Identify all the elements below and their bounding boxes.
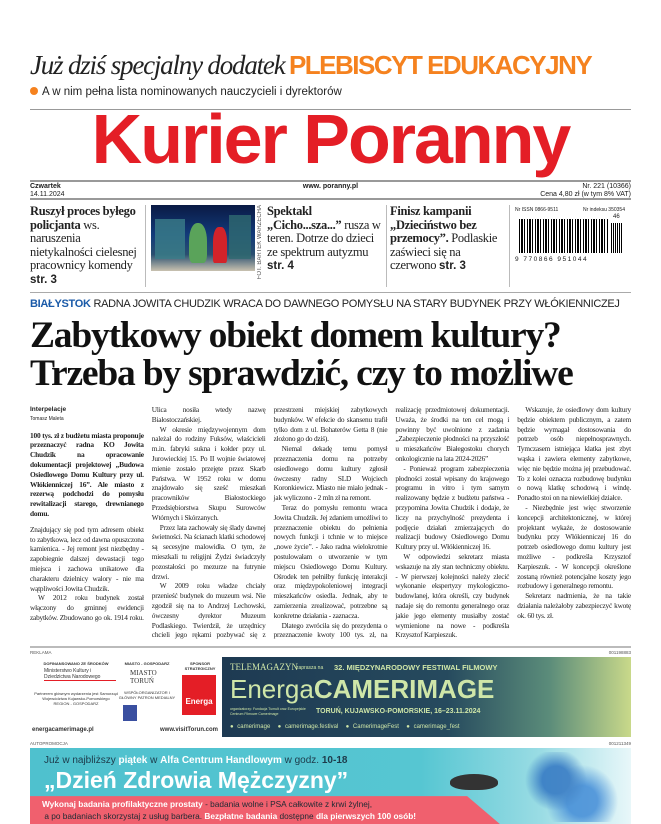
camerimage-ad[interactable] — [30, 657, 631, 737]
teaser-title: Finisz kampanii „Dzieciństwo bez przemocy”. — [390, 204, 477, 245]
teaser-row — [30, 205, 631, 293]
teaser-text: Podlaskie zaświeci się na czerwono — [390, 231, 498, 272]
kicker-text: RADNA JOWITA CHUDZIK WRACA DO DAWNEGO POMYSŁU NA STARY BUDYNEK PRZY WŁÓKIENNICZEJ — [93, 298, 620, 310]
teaser-campaign[interactable] — [390, 205, 506, 274]
photo-credit: FOT. BARTEK WARZECHA — [257, 205, 263, 280]
paragraph: W 2009 roku władze chciały przenieść budynek do muzeum wsi. Nie zgodził się na to Andrzej Lechowski, ówczesny dyrektor Muzeum Podlaskiego. Twierdził, że urzędnicy chcieli jego rękami pozbywać się z przestrzeni miejskiej zabytkowych budynków. W efekcie do skansenu trafił tylko dom z ul. Bohaterów Getta 8 (nie złożono go do dziś). — [151, 405, 388, 640]
ad-sponsors — [30, 657, 220, 737]
funded-label: DOFINANSOWANO ZE ŚRODKÓW — [43, 661, 109, 667]
paragraph: Sekretarz nadmienia, że na takie działania należałoby zabezpieczyć kwotę ok. 60 tys. zł. — [517, 591, 631, 620]
website-link[interactable]: www. poranny.pl — [302, 183, 359, 190]
paragraph: W okresie międzywojennym dom należał do rodziny Fuksów, właścicieli m.in. fabryki sukna i kołder przy ul. Jurowieckiej 15. Po II wojnie światowej mienie zostało przejęte przez Skarb Państwa. W 1952 roku w domu znajdowało się sześć mieszkań pracowników Białostockiego Przedsiębiorstwa Skupu Surowców Wtórnych i Skórzanych. — [151, 424, 266, 522]
festival-name: 32. MIĘDZYNARODOWY FESTIWAL FILMOWY — [334, 663, 498, 673]
festival-place: TORUŃ, KUJAWSKO-POMORSKIE, 16–23.11.2024 — [316, 708, 481, 716]
masthead-logo[interactable]: Kurier Poranny — [91, 100, 570, 178]
ad-label-row — [30, 739, 631, 746]
divider — [145, 205, 146, 287]
paragraph: - Niezbędnie jest więc stworzenie koncepcji architektonicznej, w której projektant wykaże, że dostosowanie budynku przy Włókienniczej 16 do potrzeb osiedlowego domu kultury jest możliwe - podkreśla Krzysztof Karpieszuk. - W koncepcji określone zostaną również potencjalne koszty jego rozbudowy i generalnego remontu. — [517, 502, 631, 591]
teaser-title: Ruszył proces byłego policjanta — [30, 204, 136, 232]
article-headline[interactable]: Zabytkowy obiekt domem kultury? Trzeba by sprawdzić, czy to możliwe — [30, 315, 573, 394]
promo-subline — [30, 86, 342, 98]
ad-code: 001198883 — [608, 650, 631, 656]
paragraph: - Ponieważ program zabezpieczenia płodności został wpisany do krajowego programu in vitro i tym samym realizowany będzie z budżetu państwa - przypomina Jowita Chudzik i dodaje, że liczy na przychylność prezydenta i podjęcie działań zmierzających do realizacji budowy Osiedlowego Domu Kultury przy ul. Włókienniczej 16. — [395, 463, 510, 552]
ribbon-graphic — [491, 752, 621, 822]
issue-date — [30, 183, 65, 199]
ad-site-2[interactable]: www.visitTorun.com — [159, 727, 218, 734]
index-number: Nr indeksu 350354 — [583, 207, 625, 213]
ad-info-text: Wykonaj badania profilaktyczne prostaty - badania wolne i PSA całkowite z krwi żylnej, a po badaniach skorzystaj z usług barbera. Bezpłatne badania dostępne dla pierwszych 100 osób! — [42, 799, 417, 822]
paragraph: Wskazuje, że osiedlowy dom kultury będzie obiektem publicznym, a zatem będzie wymagał dostosowania do potrzeb osób niepełnosprawnych. Tymczasem istniejąca klatka jest zbyt wąska i zawiera elementy zabytkowe, więc nie będzie można jej przebudować. To z kolei oznacza rozbudowę budynku o nową klatkę schodową i windę. Ponadto stoi on na niewielkiej działce. — [517, 405, 631, 503]
barcode-addon-bars — [611, 223, 623, 253]
barcode-addon: 46 — [613, 214, 620, 220]
teaser-police-trial[interactable] — [30, 205, 142, 287]
paragraph: Niemal dekadę temu pomysł przeznaczenia domu na potrzeby osiedlowego domu kultury zgłosił ówczesny radny SLD Wojciech Koronkiewicz. Miasto nie miało jednak - jak wyliczono - 2 mln zł na remont. — [273, 444, 388, 503]
rubric: Interpelacje — [30, 406, 67, 413]
teaser-spektakl[interactable] — [267, 205, 383, 274]
page-body — [30, 205, 631, 824]
telemagazyn-logo: TELEMAGAZYN — [230, 662, 298, 673]
title-energa: Energa — [230, 674, 314, 705]
paragraph: Znajdujący się pod tym adresem obiekt to zabytkowa, lecz od dawna opuszczona kamienica. - Jej remont jest niezbędny - zapobiegnie dalszej dewastacji tego miejsca i zachowa unikatowe dla charakteru dzielnicy walory - nie ma wątpliwości Jowita Chudzik. — [30, 524, 144, 593]
divider — [30, 198, 631, 200]
torun-logo: MIASTO TORUŃ — [130, 669, 157, 686]
divider — [30, 180, 631, 182]
ad-title: „Dzień Zdrowia Mężczyzny” — [44, 767, 349, 794]
author: Tomasz Maleta — [30, 415, 64, 422]
mens-health-ad[interactable] — [30, 748, 631, 824]
paragraph: Dlatego zwróciła się do prezydenta o przeznaczenie kwoty 100 tys. zł, na realizację przedmiotowej dokumentacji. Uważa, że środki na ten cel mogą i powinny być uwolnione z zadania „Zabezpieczenie płodności na przyszłość u mieszkańców Białegostoku chorych onkologicznie na lata 2024-2026” — [273, 405, 510, 640]
ad-code: 001211349 — [608, 741, 631, 747]
divider — [509, 205, 510, 287]
ad-line-1: Już w najbliższy piątek w Alfa Centrum Handlowym w godz. 10-18 — [44, 755, 348, 767]
camerimage-banner — [222, 657, 631, 737]
teaser-text: rusza w teren. Dotrze do dzieci ze spektrum autyzmu — [267, 217, 381, 259]
social-x[interactable]: CamerimageFest — [352, 724, 399, 731]
teaser-text: ws. naruszenia nietykalności cielesnej pracownicy komendy — [30, 217, 137, 272]
paragraph: W odpowiedzi sekretarz miasta wskazuje na zły stan techniczny obiektu. - W pierwszej kolejności należy zlecić wykonanie ekspertyzy mykologiczno-budowlanej, która określi, czy budynek nadaje się do remontu generalnego oraz jakie jego elementy musiałby zostać wymienione na nowe - podkreśla Krzysztof Karpieszuk. — [395, 551, 510, 640]
tvp-logo — [123, 705, 137, 721]
partner-label: Partnerem głównym wydarzenia jest Samorząd Województwa Kujawsko-Pomorskiego REGION - GOSPODARZ — [34, 691, 118, 707]
host-label: MIASTO - GOSPODARZ — [124, 661, 170, 667]
paragraph: W 2012 roku budynek został włączony do gminnej ewidencji zabytków. Zbudowano go ok. 1914 roku. Ulica nosiła wtedy nazwę Białostoczańskiej. — [30, 405, 266, 622]
teaser-title: Spektakl „Cicho...sza...” — [267, 204, 342, 232]
paragraph: Teraz do pomysłu remontu wraca Jowita Chudzik. Jej zdaniem umożliwi to przeznaczenie obiektu do pełnienia nowych funkcji i tchnie w to miejsce „nowe życie”. - Jako radna wielokrotnie postulowałam o utworzenie w tym miejscu Osiedlowego Domu Kultury. Ośrodek ten pełniłby funkcję interakcji oraz międzypokoleniowej integracji mieszkańców osiedla. Jednak, aby te zamierzenia zrealizować, potrzebne są konkretne działania - zaznacza. — [273, 502, 388, 620]
kicker-city: BIAŁYSTOK — [30, 298, 91, 310]
article-kicker — [30, 298, 631, 311]
ministry-logo: Ministerstwo Kultury i Dziedzictwa Narodowego — [44, 668, 116, 681]
social-threads[interactable]: camerimage_fest — [413, 724, 460, 731]
promo-italic: Już dziś specjalny dodatek — [30, 50, 285, 80]
social-links: ● camerimage ● camerimage.festival ● CamerimageFest ● camerimage_fest — [230, 724, 460, 731]
issue-info — [540, 183, 631, 199]
energa-logo: Energa — [182, 675, 216, 715]
teaser-page: str. 4 — [267, 260, 294, 272]
teaser-page: str. 3 — [439, 260, 466, 272]
article-lead: 100 tys. zł z budżetu miasta proponuje przeznaczyć radna KO Jowita Chudzik na opracowanie dokumentacji projektowej „Budowa Osiedlowego Domu Kultury przy ul. Włókienniczej 16”. Ale miasto z rezerwą podchodzi do pomysłu rewitalizacji starego, drewnianego domu. — [30, 430, 144, 518]
ad-label-row — [30, 646, 631, 655]
promo-banner[interactable] — [30, 50, 591, 81]
ad-label: REKLAMA — [30, 650, 52, 656]
theater-photo — [151, 205, 255, 271]
barcode-bars — [519, 219, 609, 253]
issn: Nr ISSN 0866-9511 — [515, 207, 559, 213]
coorg-label: WSPÓŁORGANIZATOR I GŁÓWNY PATRON MEDIALNY — [118, 690, 176, 701]
barcode-number: 9 770866 951044 — [515, 256, 589, 263]
bullet-icon — [30, 87, 38, 95]
price: Cena 4,80 zł (w tym 8% VAT) — [540, 191, 631, 198]
paragraph: Przez lata zachowały się ślady dawnej świetności. Na ścianach klatki schodowej są secesyjne malowidła. O tym, że mieszkali tu religijni Żydzi świadczyły pozostałości po mezurze na futrynie drzwi. — [151, 522, 266, 581]
promo-highlight: PLEBISCYT EDUKACYJNY — [288, 50, 592, 80]
organizers: organizatorzy: Fundacja Tumult oraz Europejskie Centrum Filmowe Camerimage — [230, 707, 306, 716]
teaser-page: str. 3 — [30, 273, 57, 286]
title-camerimage: CAMERIMAGE — [313, 674, 495, 705]
social-facebook[interactable]: camerimage — [237, 724, 271, 731]
promo-subline-text: A w nim pełna lista nominowanych nauczycieli i dyrektorów — [42, 86, 342, 98]
article-body — [30, 405, 631, 640]
barcode — [513, 205, 625, 267]
issue-number: Nr. 221 (10366) — [582, 183, 631, 190]
invites: zaprasza na — [296, 665, 324, 672]
ad-site-1[interactable]: energacamerimage.pl — [32, 727, 94, 734]
sponsor-label: SPONSOR STRATEGICZNY — [184, 661, 216, 672]
ad-label: AUTOPROMOCJA — [30, 741, 68, 747]
social-instagram[interactable]: camerimage.festival — [284, 724, 339, 731]
date: 14.11.2024 — [30, 191, 65, 198]
day: Czwartek — [30, 183, 61, 190]
divider — [386, 205, 387, 287]
